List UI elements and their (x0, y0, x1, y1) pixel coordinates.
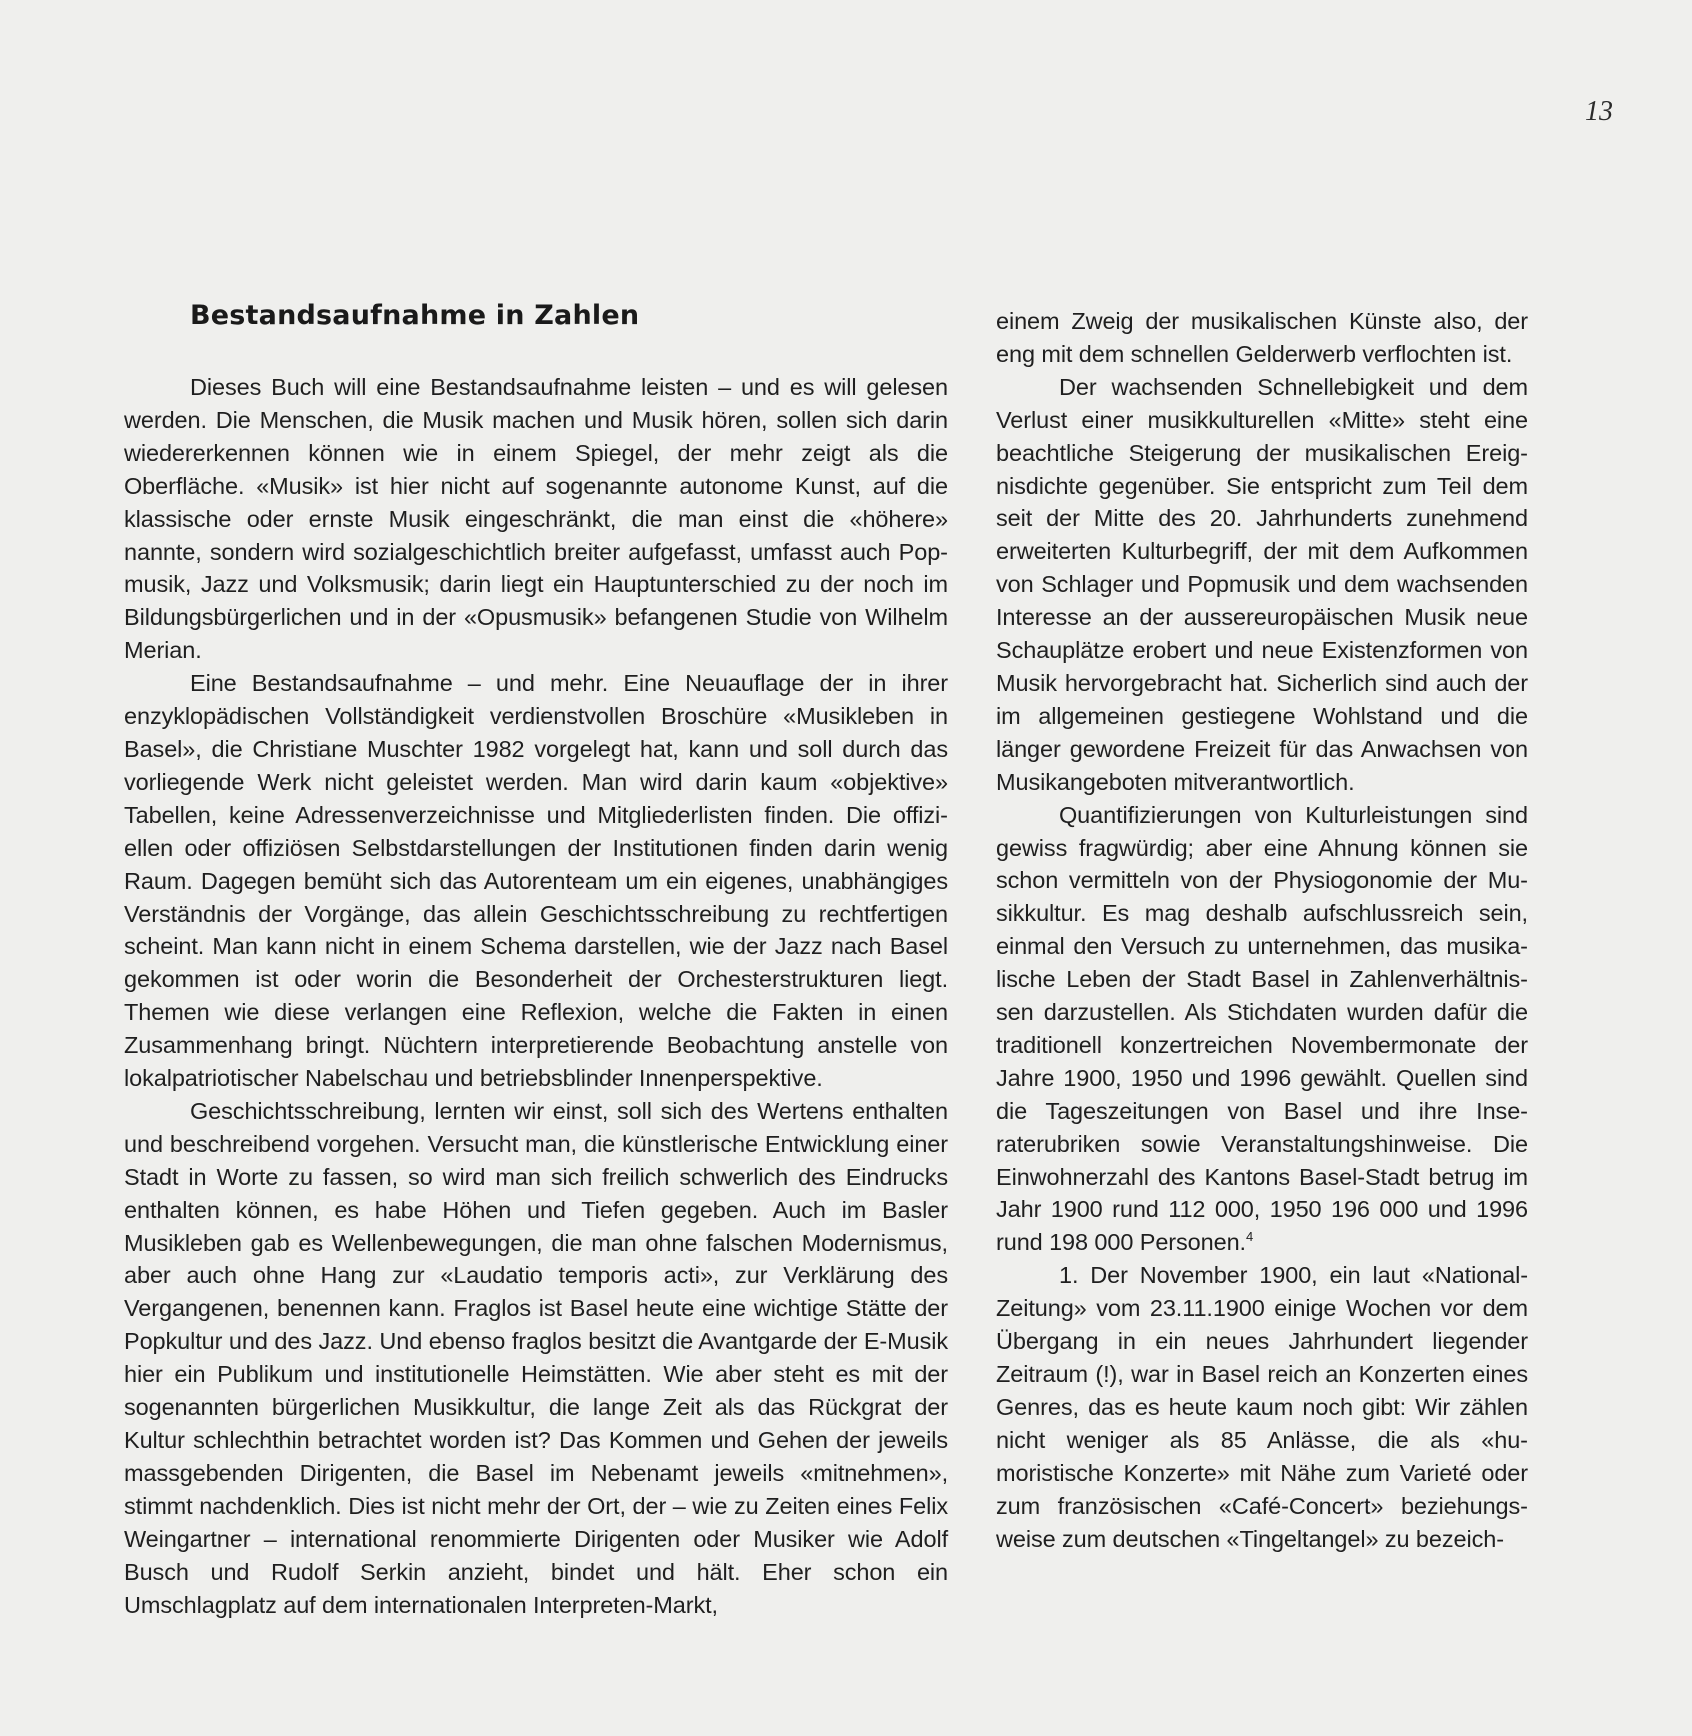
paragraph: Eine Bestandsaufnahme – und mehr. Eine Neuauflage der in ihrer enzyklopädischen Vollständigkeit verdienstvollen Broschüre «Musikleben in Basel», die Christiane Muschter 1982 vorgelegt hat, kann und soll durch das vorliegende Werk nicht geleistet werden. Man wird darin kaum «objektive» Tabellen, keine Adressenverzeichnisse und Mitgliederlisten finden. Die offiziellen oder offiziösen Selbstdarstellungen der Institutionen finden darin wenig Raum. Dagegen bemüht sich das Autorenteam um ein eigenes, unabhängiges Verständnis der Vorgänge, das allein Geschichtsschreibung zu rechtfertigen scheint. Man kann nicht in einem Schema darstellen, wie der Jazz nach Basel gekommen ist oder worin die Besonderheit der Orchesterstrukturen liegt. Themen wie diese verlangen eine Reflexion, welche die Fakten in einen Zusammenhang bringt. Nüchtern interpretierende Beobachtung anstelle von lokalpatriotischer Nabelschau und betriebsblinder Innenperspektive. (124, 670, 948, 1092)
paragraph: einem Zweig der musikalischen Künste also, der eng mit dem schnellen Gelderwerb verflochten ist. (996, 308, 1528, 367)
page-number: 13 (1585, 96, 1613, 127)
section-heading: Bestandsaufnahme in Zahlen (190, 300, 640, 331)
footnote-reference: 4 (1245, 1229, 1254, 1245)
left-column (124, 371, 948, 1621)
paragraph: Geschichtsschreibung, lernten wir einst, soll sich des Wertens enthalten und beschreibend vorgehen. Versucht man, die künstlerische Entwicklung einer Stadt in Worte zu fassen, so wird man sich freilich schwerlich des Eindrucks enthalten können, es habe Höhen und Tiefen gegeben. Auch im Basler Musikleben gab es Wellenbewegungen, die man ohne falschen Modernismus, aber auch ohne Hang zur «Laudatio temporis acti», zur Verklärung des Vergangenen, benennen kann. Fraglos ist Basel heute eine wichtige Stätte der Popkultur und des Jazz. Und ebenso fraglos besitzt die Avantgarde der E-Musik hier ein Publikum und institutionelle Heimstätten. Wie aber steht es mit der sogenannten bürgerlichen Musikkultur, die lange Zeit als das Rückgrat der Kultur schlechthin betrachtet worden ist? Das Kommen und Gehen der jeweils massgebenden Dirigenten, die Basel im Nebenamt jeweils «mitnehmen», stimmt nachdenklich. Dies ist nicht mehr der Ort, der – wie zu Zeiten eines Felix Weingartner – international renommierte Dirigenten oder Musiker wie Adolf Busch und Rudolf Serkin anzieht, bindet und hält. Eher schon ein Umschlagplatz auf dem internationalen Interpreten-Markt, (124, 1097, 948, 1618)
paragraph: 1. Der November 1900, ein laut «National-Zeitung» vom 23.11.1900 einige Wochen vor dem Übergang in ein neues Jahrhundert liegender Zeitraum (!), war in Basel reich an Konzerten eines Genres, das es heute kaum noch gibt: Wir zählen nicht weniger als 85 Anlässe, die als «humoristische Konzerte» mit Nähe zum Varieté oder zum französischen «Café-Concert» beziehungsweise zum deutschen «Tingeltangel» zu bezeich- (996, 1262, 1528, 1552)
right-column (996, 305, 1528, 1555)
paragraph: Der wachsenden Schnellebigkeit und dem Verlust einer musikkulturellen «Mitte» steht eine beachtliche Steigerung der musikalischen Ereignisdichte gegenüber. Sie entspricht zum Teil dem seit der Mitte des 20. Jahrhunderts zunehmend erweiterten Kulturbegriff, der mit dem Aufkommen von Schlager und Popmusik und dem wachsenden Interesse an der aussereuropäischen Musik neue Schauplätze erobert und neue Existenzformen von Musik hervorgebracht hat. Sicherlich sind auch der im allgemeinen gestiegene Wohlstand und die länger gewordene Freizeit für das Anwachsen von Musikangeboten mitverantwortlich. (996, 373, 1528, 795)
paragraph (996, 799, 1528, 1260)
paragraph-text: Quantifizierungen von Kulturleistungen sind gewiss fragwürdig; aber eine Ahnung können sie schon vermitteln von der Physiogonomie der Musikkultur. Es mag deshalb aufschlussreich sein, einmal den Versuch zu unternehmen, das musikalische Leben der Stadt Basel in Zahlenverhältnissen darzustellen. Als Stichdaten wurden dafür die traditionell konzertreichen Novembermonate der Jahre 1900, 1950 und 1996 gewählt. Quellen sind die Tageszeitungen von Basel und ihre Inseraterubriken sowie Veranstaltungshinweise. Die Einwohnerzahl des Kantons Basel-Stadt betrug im Jahr 1900 rund 112 000, 1950 196 000 und 1996 rund 198 000 Personen. (996, 801, 1528, 1256)
paragraph: Dieses Buch will eine Bestandsaufnahme leisten – und es will gelesen werden. Die Menschen, die Musik machen und Musik hören, sollen sich darin wiedererkennen können wie in einem Spiegel, der mehr zeigt als die Oberfläche. «Musik» ist hier nicht auf sogenannte autonome Kunst, auf die klassische oder ernste Musik eingeschränkt, die man einst die «höhere» nannte, sondern wird sozialgeschichtlich breiter aufgefasst, umfasst auch Popmusik, Jazz und Volksmusik; darin liegt ein Hauptunterschied zu der noch im Bildungsbürgerlichen und in der «Opusmusik» befangenen Studie von Wilhelm Merian. (124, 374, 948, 664)
